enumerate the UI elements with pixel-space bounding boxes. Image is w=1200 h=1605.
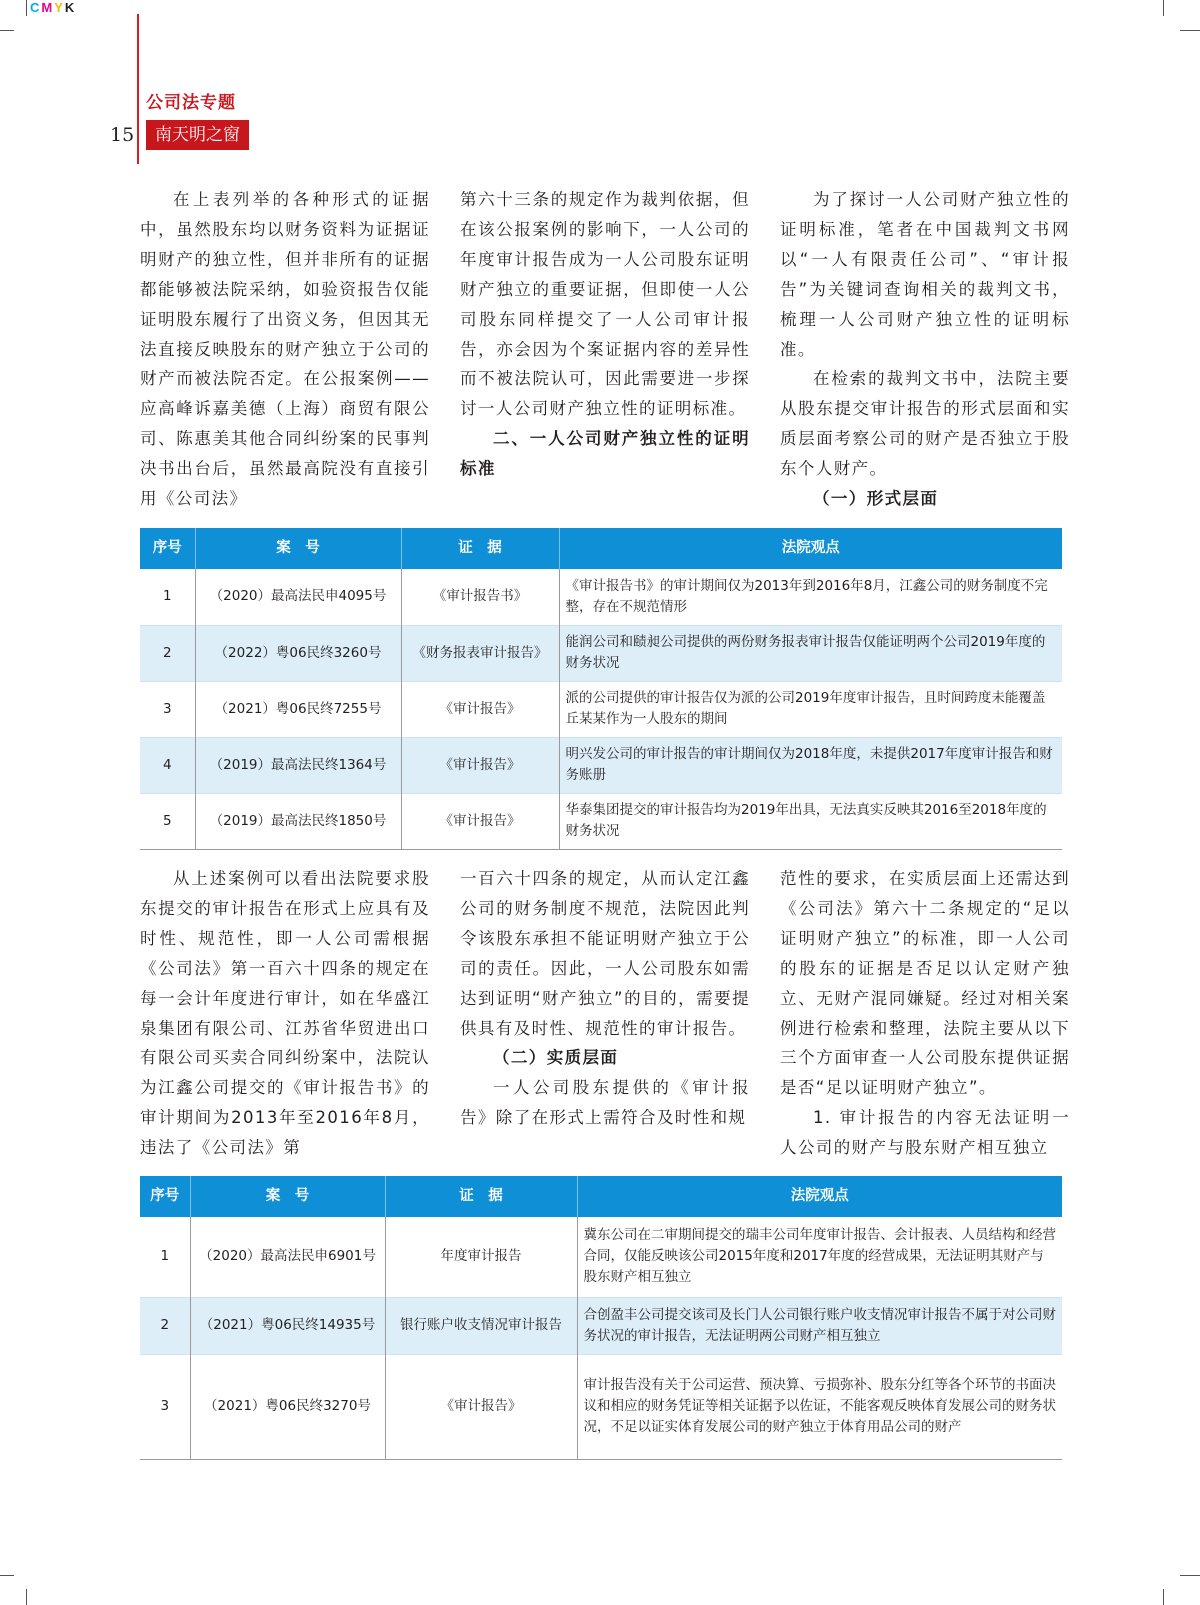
cell-evidence: 《审计报告》 <box>401 793 559 849</box>
magazine-name-badge: 南天明之窗 <box>146 120 249 150</box>
cell-case: （2022）粤06民终3260号 <box>195 625 401 681</box>
col-header-no: 序号 <box>140 1176 190 1217</box>
cell-case: （2020）最高法民申6901号 <box>190 1217 385 1297</box>
cell-evidence: 年度审计报告 <box>385 1217 577 1297</box>
paragraph: 1. 审计报告的内容无法证明一人公司的财产与股东财产相互独立 <box>780 1108 1070 1158</box>
cell-evidence: 《审计报告书》 <box>401 569 559 625</box>
body-mid-col-2 <box>460 864 750 1133</box>
col-header-no: 序号 <box>140 528 195 569</box>
table-row <box>140 793 1062 849</box>
crop-mark-bl-v <box>26 1589 27 1605</box>
header-red-rule <box>137 14 139 164</box>
paragraph: 在检索的裁判文书中，法院主要从股东提交审计报告的形式层面和实质层面考察公司的财产是否独立于股东个人财产。 <box>780 369 1070 479</box>
paragraph: 从上述案例可以看出法院要求股东提交的审计报告在形式上应具有及时性、规范性，即一人公司需根据《公司法》第一百六十四条的规定在每一会计年度进行审计，如在华盛江泉集团有限公司、江苏省华贸进出口有限公司买卖合同纠纷案中，法院认为江鑫公司提交的《审计报告书》的审计期间为2013年至2016年8月，违法了《公司法》第 <box>140 869 430 1158</box>
cell-no: 4 <box>140 737 195 793</box>
table-row <box>140 737 1062 793</box>
paragraph: 在上表列举的各种形式的证据中，虽然股东均以财务资料为证据证明财产的独立性，但并非所有的证据都能够被法院采纳，如验资报告仅能证明股东履行了出资义务，但因其无法直接反映股东的财产独立于公司的财产而被法院否定。在公报案例——应高峰诉嘉美德（上海）商贸有限公司、陈惠美其他合同纠纷案的民事判决书出台后，虽然最高院没有直接引用《公司法》 <box>140 190 430 509</box>
col-header-evidence: 证 据 <box>401 528 559 569</box>
table-header-row <box>140 1176 1062 1217</box>
paragraph: 第六十三条的规定作为裁判依据，但在该公报案例的影响下，一人公司的年度审计报告成为一人公司股东证明财产独立的重要证据，但即使一人公司股东同样提交了一人公司审计报告，亦会因为个案证据内容的差异性而不被法院认可，因此需要进一步探讨一人公司财产独立性的证明标准。 <box>460 190 750 419</box>
section-heading: 二、一人公司财产独立性的证明标准 <box>460 429 750 479</box>
cell-view: 派的公司提供的审计报告仅为派的公司2019年度审计报告，且时间跨度未能覆盖丘某某作为一人股东的期间 <box>565 690 1046 727</box>
cell-view: 华泰集团提交的审计报告均为2019年出具，无法真实反映其2016至2018年度的财务状况 <box>565 802 1047 839</box>
paragraph: 范性的要求，在实质层面上还需达到《公司法》第六十二条规定的“足以证明财产独立”的标准，即一人公司的股东的证据是否足以认定财产独立、无财产混同嫌疑。经过对相关案例进行检索和整理，法院主要从以下三个方面审查一人公司股东提供证据是否“足以证明财产独立”。 <box>780 869 1070 1098</box>
table-row <box>140 1297 1062 1354</box>
crop-mark-bl-h <box>0 1575 14 1576</box>
col-header-evidence: 证 据 <box>385 1176 577 1217</box>
cell-case: （2019）最高法民终1850号 <box>195 793 401 849</box>
subsection-heading: （一）形式层面 <box>813 489 939 509</box>
cell-case: （2019）最高法民终1364号 <box>195 737 401 793</box>
cell-no: 1 <box>140 569 195 625</box>
page-number: 15 <box>110 124 135 146</box>
case-table-substance <box>140 1176 1062 1460</box>
subsection-heading: （二）实质层面 <box>493 1048 619 1068</box>
cell-view: 合创盈丰公司提交该司及长门人公司银行账户收支情况审计报告不属于对公司财务状况的审计报告，无法证明两公司财产相互独立 <box>583 1306 1056 1344</box>
cmyk-print-mark: CMYK <box>30 0 77 15</box>
crop-mark-br-v <box>1163 1589 1164 1605</box>
section-title: 公司法专题 <box>146 93 236 113</box>
cell-case: （2021）粤06民终7255号 <box>195 681 401 737</box>
col-header-case: 案 号 <box>190 1176 385 1217</box>
cell-view: 《审计报告书》的审计期间仅为2013年到2016年8月，江鑫公司的财务制度不完整，存在不规范情形 <box>565 577 1048 615</box>
col-header-case: 案 号 <box>195 528 401 569</box>
cell-no: 5 <box>140 793 195 849</box>
table-row <box>140 569 1062 625</box>
table-row <box>140 625 1062 681</box>
cell-view: 明兴发公司的审计报告的审计期间仅为2018年度，未提供2017年度审计报告和财务账册 <box>565 746 1053 783</box>
table-row <box>140 1217 1062 1297</box>
cell-evidence: 银行账户收支情况审计报告 <box>385 1297 577 1354</box>
crop-mark-br-h <box>1180 1575 1200 1576</box>
crop-mark-tr-v <box>1163 0 1164 16</box>
table-header-row <box>140 528 1062 569</box>
body-top-col-3 <box>780 185 1070 514</box>
cell-case: （2020）最高法民申4095号 <box>195 569 401 625</box>
crop-mark-tl-h <box>0 30 14 31</box>
cell-no: 3 <box>140 681 195 737</box>
cell-case: （2021）粤06民终14935号 <box>190 1297 385 1354</box>
cell-case: （2021）粤06民终3270号 <box>190 1354 385 1459</box>
body-mid-col-3 <box>780 864 1070 1163</box>
cell-view: 冀东公司在二审期间提交的瑞丰公司年度审计报告、会计报表、人员结构和经营合同，仅能反映该公司2015年度和2017年度的经营成果，无法证明其财产与股东财产相互独立 <box>583 1227 1056 1286</box>
body-top-col-2 <box>460 185 750 484</box>
cell-evidence: 《审计报告》 <box>385 1354 577 1459</box>
cell-evidence: 《审计报告》 <box>401 681 559 737</box>
paragraph: 一人公司股东提供的《审计报告》除了在形式上需符合及时性和规 <box>460 1078 750 1128</box>
col-header-view: 法院观点 <box>559 528 1062 569</box>
paragraph: 为了探讨一人公司财产独立性的证明标准，笔者在中国裁判文书网以“一人有限责任公司”、“审计报告”为关键词查询相关的裁判文书，梳理一人公司财产独立性的证明标准。 <box>780 190 1070 359</box>
cell-view: 能润公司和赜昶公司提供的两份财务报表审计报告仅能证明两个公司2019年度的财务状况 <box>565 634 1046 671</box>
body-top-col-1 <box>140 185 430 514</box>
crop-mark-tl-v <box>26 0 27 16</box>
cell-no: 2 <box>140 1297 190 1354</box>
body-mid-col-1 <box>140 864 430 1163</box>
cell-view: 审计报告没有关于公司运营、预决算、亏损弥补、股东分红等各个环节的书面决议和相应的财务凭证等相关证据予以佐证，不能客观反映体育发展公司的财务状况，不足以证实体育发展公司的财产独立于体育用品公司的财产 <box>583 1377 1056 1435</box>
cell-no: 1 <box>140 1217 190 1297</box>
table-row <box>140 1354 1062 1459</box>
crop-mark-tr-h <box>1180 30 1200 31</box>
col-header-view: 法院观点 <box>577 1176 1062 1217</box>
paragraph: 一百六十四条的规定，从而认定江鑫公司的财务制度不规范，法院因此判令该股东承担不能证明财产独立于公司的责任。因此，一人公司股东如需达到证明“财产独立”的目的，需要提供具有及时性、规范性的审计报告。 <box>460 869 750 1038</box>
cell-no: 3 <box>140 1354 190 1459</box>
cell-evidence: 《财务报表审计报告》 <box>401 625 559 681</box>
cell-no: 2 <box>140 625 195 681</box>
case-table-form <box>140 528 1062 850</box>
table-row <box>140 681 1062 737</box>
cell-evidence: 《审计报告》 <box>401 737 559 793</box>
